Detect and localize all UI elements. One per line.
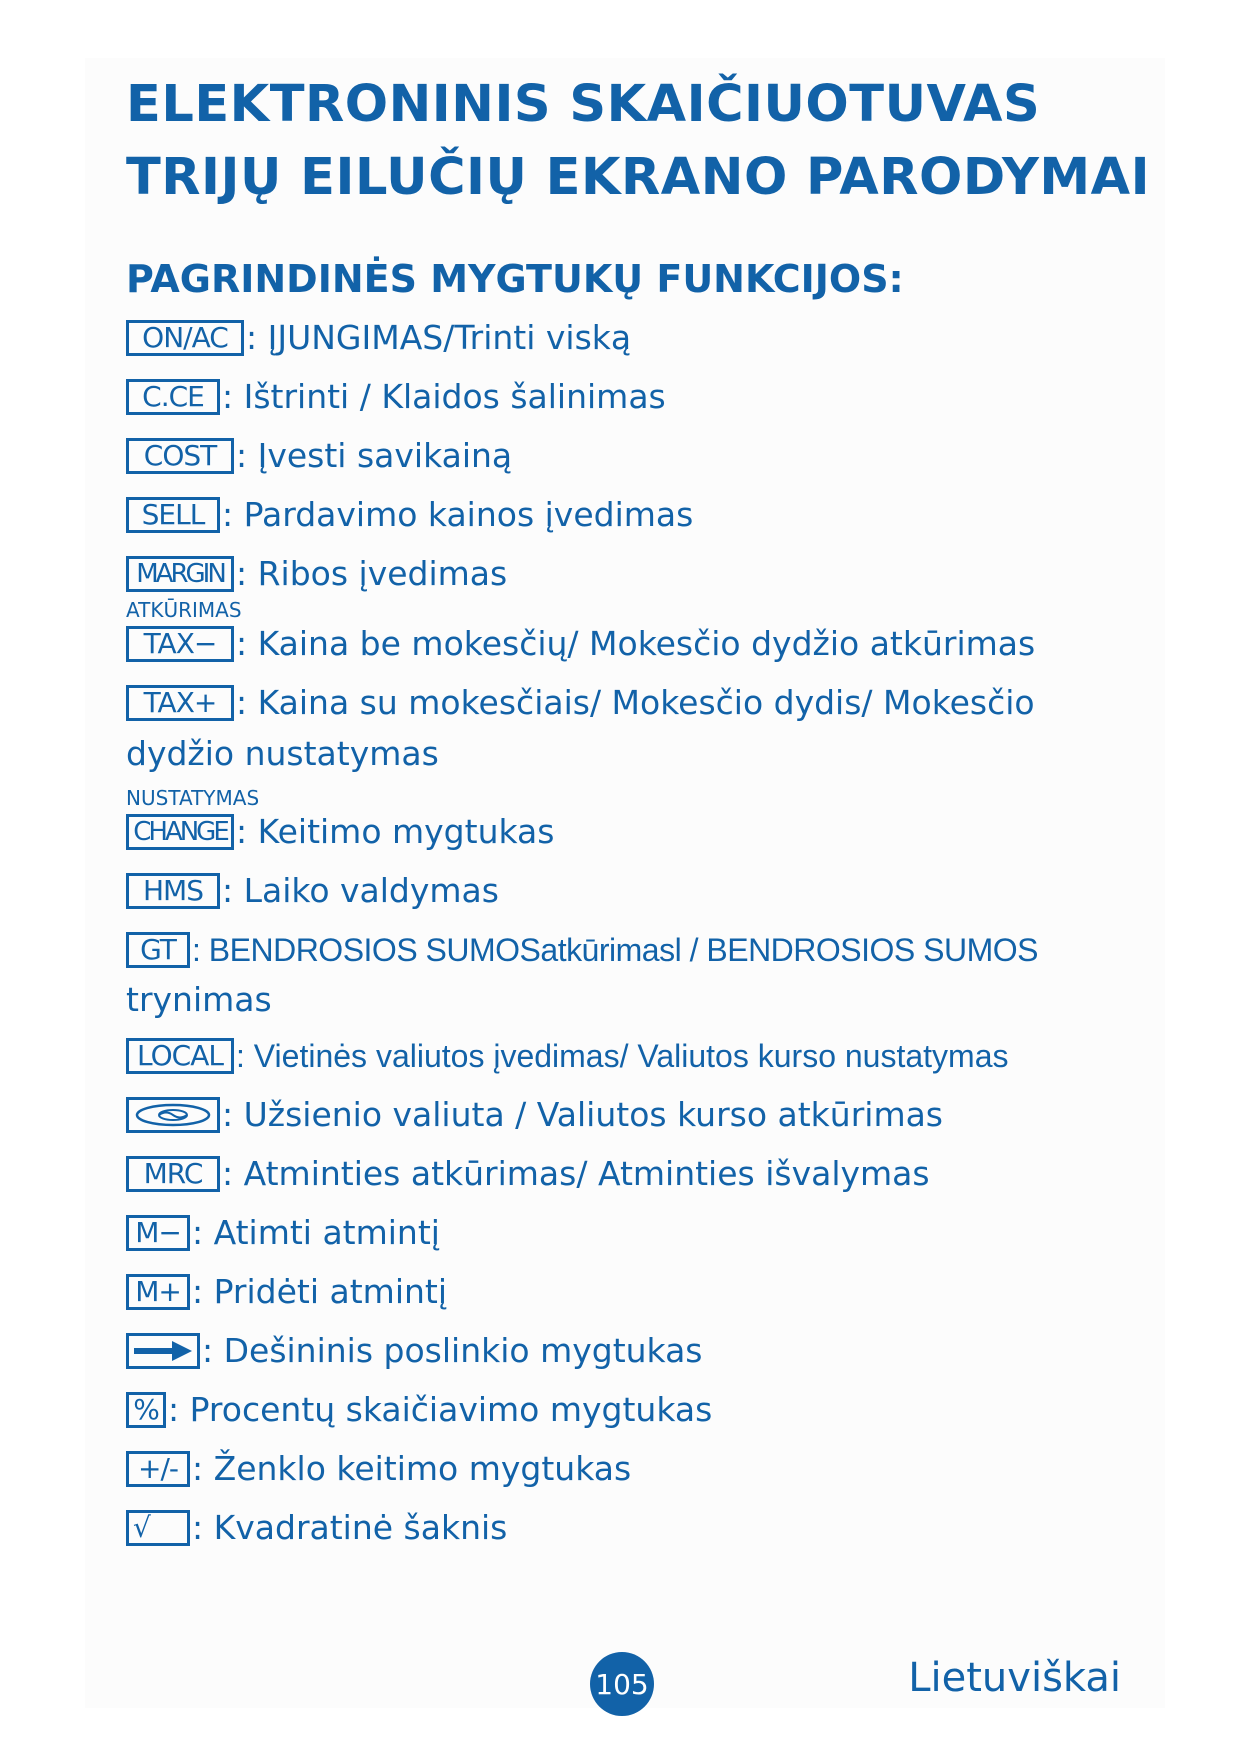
key-icon-c-ce: C.CE bbox=[126, 379, 220, 415]
key-description: : Pridėti atmintį bbox=[192, 1272, 448, 1311]
title-line-1: ELEKTRONINIS SKAIČIUOTUVAS bbox=[126, 75, 1041, 134]
section-heading: PAGRINDINĖS MYGTUKŲ FUNKCIJOS: bbox=[126, 257, 904, 301]
list-item-foreign bbox=[126, 1095, 943, 1135]
key-icon-tax-plus: TAX+ bbox=[126, 685, 234, 721]
tax-plus-continuation: dydžio nustatymas bbox=[126, 734, 439, 773]
atkurimas-label: ATKŪRIMAS bbox=[126, 598, 242, 622]
key-description: : Kvadratinė šaknis bbox=[192, 1508, 508, 1547]
list-item-gt bbox=[126, 930, 1038, 970]
list-item-c-ce bbox=[126, 377, 666, 417]
key-icon-percent: % bbox=[126, 1392, 166, 1428]
key-description: : Dešininis poslinkio mygtukas bbox=[202, 1331, 703, 1370]
key-description: : ĮJUNGIMAS/Trinti viską bbox=[246, 318, 632, 357]
key-icon-sqrt: √ bbox=[126, 1510, 190, 1546]
list-item-cost bbox=[126, 436, 512, 476]
key-description: : Pardavimo kainos įvedimas bbox=[222, 495, 694, 534]
list-item-on-ac bbox=[126, 318, 631, 358]
key-icon-hms: HMS bbox=[126, 873, 220, 909]
key-icon-tax-minus: TAX− bbox=[126, 626, 234, 662]
language-label: Lietuviškai bbox=[908, 1655, 1121, 1701]
currency-key-icon bbox=[126, 1097, 220, 1133]
list-item-mrc bbox=[126, 1154, 930, 1194]
key-description: : Procentų skaičiavimo mygtukas bbox=[168, 1390, 713, 1429]
right-arrow-icon bbox=[132, 1339, 194, 1363]
list-item-m-minus bbox=[126, 1213, 440, 1253]
page-number: 105 bbox=[590, 1652, 654, 1716]
key-description: : Atminties atkūrimas/ Atminties išvalymas bbox=[222, 1154, 930, 1193]
key-icon-gt: GT bbox=[126, 932, 190, 968]
key-description: : BENDROSIOS SUMOSatkūrimasl / BENDROSIOS SUMOS bbox=[192, 932, 1038, 968]
list-item-tax-plus bbox=[126, 683, 1035, 723]
key-description: : Įvesti savikainą bbox=[236, 436, 513, 475]
gt-continuation: trynimas bbox=[126, 980, 272, 1019]
key-icon-local: LOCAL bbox=[126, 1038, 234, 1074]
right-arrow-key-icon bbox=[126, 1333, 200, 1369]
list-item-hms bbox=[126, 871, 499, 911]
title-line-2: TRIJŲ EILUČIŲ EKRANO PARODYMAI bbox=[126, 148, 1151, 207]
list-item-shift-right bbox=[126, 1331, 703, 1371]
key-icon-cost: COST bbox=[126, 438, 234, 474]
key-description: : Keitimo mygtukas bbox=[236, 812, 555, 851]
key-icon-on-ac: ON/AC bbox=[126, 320, 244, 356]
key-description: : Ištrinti / Klaidos šalinimas bbox=[222, 377, 666, 416]
key-icon-margin: MARGIN bbox=[126, 556, 234, 592]
key-description: : Vietinės valiutos įvedimas/ Valiutos kurso nustatymas bbox=[236, 1038, 1009, 1074]
document-title bbox=[126, 68, 1150, 214]
list-item-margin bbox=[126, 554, 507, 594]
list-item-m-plus bbox=[126, 1272, 447, 1312]
list-item-local bbox=[126, 1036, 1009, 1076]
key-description: : Atimti atmintį bbox=[192, 1213, 440, 1252]
list-item-tax-minus bbox=[126, 624, 1035, 664]
key-icon-sell: SELL bbox=[126, 497, 220, 533]
key-description: : Kaina be mokesčių/ Mokesčio dydžio atkūrimas bbox=[236, 624, 1036, 663]
list-item-sign bbox=[126, 1449, 631, 1489]
key-icon-m-plus: M+ bbox=[126, 1274, 190, 1310]
list-item-sell bbox=[126, 495, 693, 535]
key-description: : Laiko valdymas bbox=[222, 871, 499, 910]
list-item-sqrt bbox=[126, 1508, 507, 1548]
key-icon-m-minus: M− bbox=[126, 1215, 190, 1251]
key-icon-change: CHANGE bbox=[126, 814, 234, 850]
list-item-change bbox=[126, 812, 554, 852]
key-icon-mrc: MRC bbox=[126, 1156, 220, 1192]
key-icon-sign: +/- bbox=[126, 1451, 190, 1487]
nustatymas-label: NUSTATYMAS bbox=[126, 786, 260, 810]
key-description: : Kaina su mokesčiais/ Mokesčio dydis/ Mokesčio bbox=[236, 683, 1035, 722]
key-description: : Ribos įvedimas bbox=[236, 554, 508, 593]
key-description: : Ženklo keitimo mygtukas bbox=[192, 1449, 632, 1488]
list-item-percent bbox=[126, 1390, 712, 1430]
banknote-icon bbox=[133, 1102, 213, 1128]
key-description: : Užsienio valiuta / Valiutos kurso atkūrimas bbox=[222, 1095, 944, 1134]
